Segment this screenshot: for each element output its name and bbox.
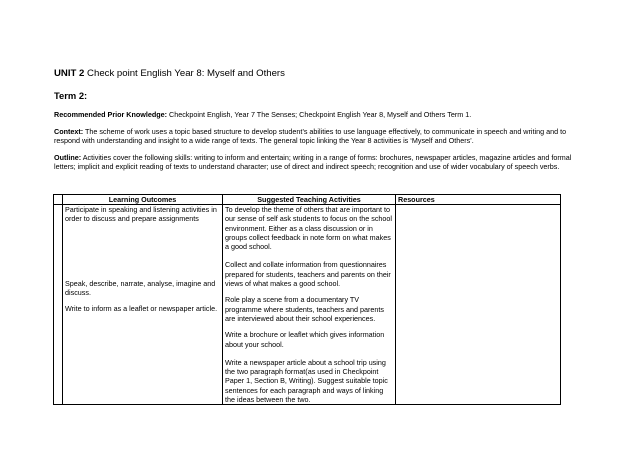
gutter-header-cell bbox=[54, 195, 63, 205]
resources-cell bbox=[396, 205, 561, 405]
activity-item: Collect and collate information from questionnaires prepared for students, teachers and parents on their views of what makes a good school. bbox=[225, 260, 391, 289]
resources-header: Resources bbox=[396, 195, 561, 205]
table-row bbox=[54, 205, 561, 405]
teaching-activities-cell bbox=[223, 205, 396, 405]
scheme-of-work-table bbox=[53, 194, 561, 405]
context-paragraph bbox=[54, 127, 586, 146]
prior-knowledge-paragraph bbox=[54, 110, 586, 119]
outcome-item: Speak, describe, narrate, analyse, imagine and discuss. bbox=[65, 278, 216, 297]
unit-label: UNIT 2 bbox=[54, 68, 85, 79]
outline-text: Activities cover the following skills: writing to inform and entertain; writing in a range of forms: brochures, newspaper articles, magazine articles and formal letters; implicit and explicit reading of texts to understand character; use of direct and indirect speech; recognition and use of wider vocabulary of speech verbs. bbox=[54, 153, 572, 172]
term-heading: Term 2: bbox=[54, 90, 88, 101]
context-text: The scheme of work uses a topic based structure to develop student’s abilities to use language effectively, to communicate in speech and writing and to respond with understanding and insight to a wide range of texts. The general topic linking the Year 8 activities is ‘Myself and Others’. bbox=[54, 127, 567, 146]
context-label: Context: bbox=[54, 127, 84, 136]
activity-item: Role play a scene from a documentary TV programme where students, teachers and parents are interviewed about their school experiences. bbox=[225, 295, 385, 323]
outcome-item: Write to inform as a leaflet or newspaper article. bbox=[65, 304, 218, 314]
prior-knowledge-label: Recommended Prior Knowledge: bbox=[54, 110, 168, 119]
learning-outcomes-header: Learning Outcomes bbox=[63, 195, 223, 205]
outline-label: Outline: bbox=[54, 153, 82, 162]
activity-item: Write a newspaper article about a school trip using the two paragraph format(as used in Checkpoint Paper 1, Section B, Writing). Suggest suitable topic sentences for each paragraph and ways of linking the ideas between the two. bbox=[225, 357, 388, 405]
activity-item: Write a brochure or leaflet which gives information about your school. bbox=[225, 330, 385, 349]
unit-title bbox=[54, 68, 285, 79]
outline-paragraph bbox=[54, 153, 586, 172]
learning-outcomes-cell bbox=[63, 205, 223, 405]
outcome-item: Participate in speaking and listening activities in order to discuss and prepare assignments bbox=[65, 205, 217, 224]
prior-knowledge-text: Checkpoint English, Year 7 The Senses; Checkpoint English Year 8, Myself and Others Term 1. bbox=[167, 110, 472, 119]
gutter-cell bbox=[54, 205, 63, 405]
teaching-activities-header: Suggested Teaching Activities bbox=[223, 195, 396, 205]
activity-item: To develop the theme of others that are important to our sense of self ask students to focus on the school environment. Either as a class discussion or in groups collect feedback in note form on what makes a good school. bbox=[225, 205, 393, 252]
table-header-row bbox=[54, 195, 561, 205]
unit-title-text: Check point English Year 8: Myself and Others bbox=[84, 68, 285, 79]
